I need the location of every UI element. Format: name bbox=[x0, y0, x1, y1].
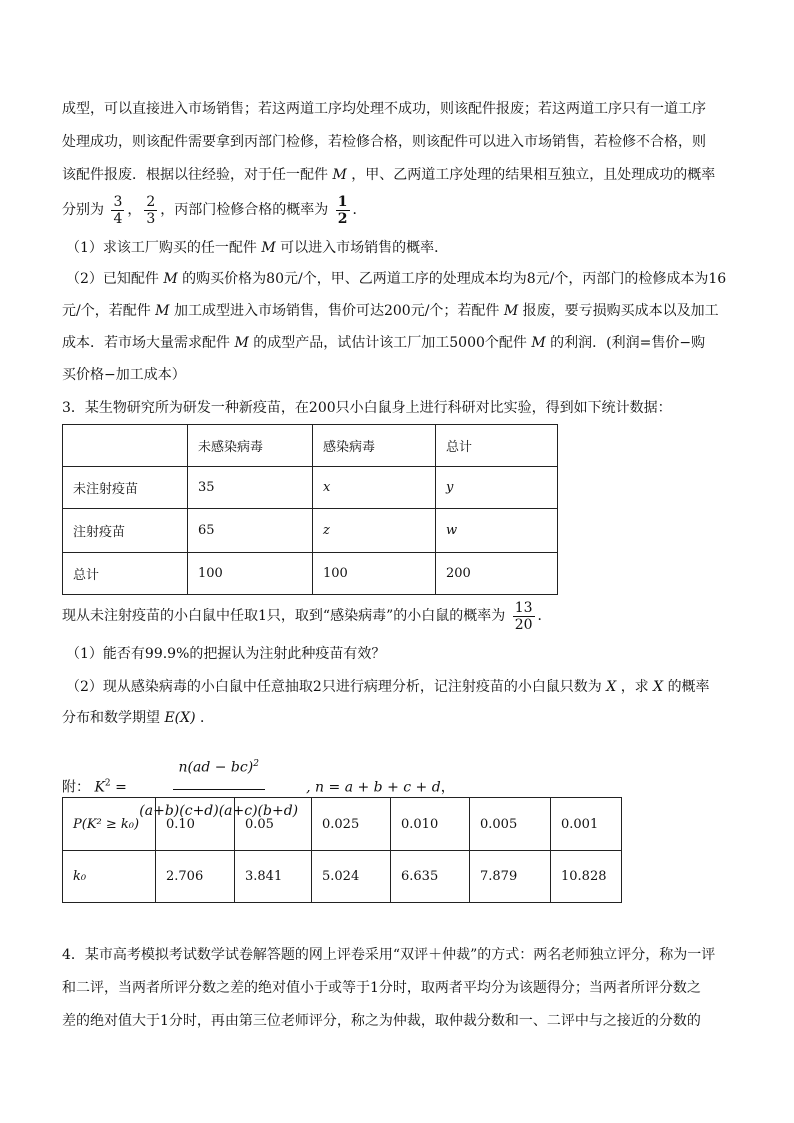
q3-text: ． bbox=[537, 608, 552, 624]
formula-k: K bbox=[94, 779, 105, 796]
denominator: 3 bbox=[146, 210, 156, 227]
table-cell: 10.828 bbox=[551, 851, 622, 903]
q2-text: 的购买价格为80元/个，甲、乙两道工序的处理成本均为8元/个，丙部门的检修成本为16 bbox=[182, 271, 727, 287]
q2-line-3 bbox=[62, 164, 734, 186]
formula-numerator: n(ad − bc)$^2$ bbox=[173, 744, 265, 790]
var-x: X bbox=[606, 679, 617, 695]
var-m: M bbox=[155, 303, 170, 319]
fraction-13-20 bbox=[513, 600, 535, 633]
q2-text: 报废，要亏损购买成本以及加工 bbox=[522, 303, 719, 319]
q3-sub2 bbox=[66, 676, 734, 698]
table-cell: 7.879 bbox=[470, 851, 551, 903]
table-row bbox=[63, 798, 622, 851]
numerator: 1 bbox=[337, 193, 348, 210]
table-cell: 100 bbox=[188, 553, 313, 595]
q2-sub1 bbox=[66, 237, 734, 259]
q3-text: ． bbox=[200, 710, 215, 726]
table-cell: 2.706 bbox=[156, 851, 235, 903]
table-cell: 0.025 bbox=[312, 798, 391, 851]
denominator: 20 bbox=[514, 616, 533, 633]
table-row bbox=[63, 509, 558, 553]
q2-line-2: 处理成功，则该配件需要拿到丙部门检修，若检修合格，则该配件可以进入市场销售，若检修不合格，则 bbox=[62, 134, 706, 150]
q2-text: 的利润．(利润=售价−购 bbox=[550, 335, 706, 351]
table-cell: 感染病毒 bbox=[313, 425, 436, 467]
numerator: n(ad − bc) bbox=[178, 759, 254, 776]
q4-line-3: 差的绝对值大于1分时，再由第三位老师评分，称之为仲裁，取仲裁分数和一、二评中与之接近的分数的 bbox=[62, 1013, 701, 1029]
table-cell: 0.001 bbox=[551, 798, 622, 851]
table-cell: 0.05 bbox=[235, 798, 312, 851]
q3-intro: 3．某生物研究所为研发一种新疫苗，在200只小白鼠身上进行科研对比实验，得到如下统计数据： bbox=[62, 400, 672, 416]
numerator: 3 bbox=[113, 193, 123, 210]
q2-text: 的成型产品，试估计该工厂加工5000个配件 bbox=[253, 335, 527, 351]
table-cell: 0.010 bbox=[391, 798, 470, 851]
expectation: E(X) bbox=[164, 710, 196, 726]
table-cell: y bbox=[436, 467, 558, 509]
fraction-3-4 bbox=[111, 194, 124, 227]
q2-text: 该配件报废．根据以往经验，对于任一配件 bbox=[62, 167, 328, 183]
q2-text: 可以进入市场销售的概率． bbox=[280, 240, 449, 256]
table-cell: 未注射疫苗 bbox=[63, 467, 188, 509]
fraction-1-2 bbox=[336, 194, 350, 227]
table-cell: w bbox=[436, 509, 558, 553]
table-cell: 总计 bbox=[63, 553, 188, 595]
table-cell: 100 bbox=[313, 553, 436, 595]
var-m: M bbox=[234, 335, 249, 351]
q3-text: 的概率 bbox=[667, 679, 710, 695]
var-m: M bbox=[531, 335, 546, 351]
formula-tail: , n = a + b + c + d bbox=[306, 779, 441, 796]
table-cell: 注射疫苗 bbox=[63, 509, 188, 553]
chi-square-formula: 附： $K^2$ = $\frac{n(ad - bc)^2}{(a+b)(c+d)(a+c)(b+d)}$ , n = a + b + c + d， bbox=[62, 744, 734, 831]
table-row bbox=[63, 851, 622, 903]
q3-sub2-line2 bbox=[62, 707, 734, 729]
q2-text: （2）已知配件 bbox=[66, 271, 159, 287]
q2-text: （1）求该工厂购买的任一配件 bbox=[66, 240, 257, 256]
q2-text: 成本．若市场大量需求配件 bbox=[62, 335, 230, 351]
table-cell: 总计 bbox=[436, 425, 558, 467]
table-cell bbox=[63, 425, 188, 467]
formula-denominator: (a+b)(c+d)(a+c)(b+d) bbox=[139, 802, 299, 819]
q2-text: ． bbox=[352, 202, 367, 218]
q4-line-1: 4．某市高考模拟考试数学试卷解答题的网上评卷采用“双评＋仲裁”的方式：两名老师独立评分，称为一评 bbox=[62, 947, 716, 963]
var-m: M bbox=[261, 240, 276, 256]
table-cell: P(K² ≥ k₀) bbox=[63, 798, 156, 851]
q3-after-table bbox=[62, 598, 734, 634]
table-cell: 200 bbox=[436, 553, 558, 595]
table-cell: 未感染病毒 bbox=[188, 425, 313, 467]
q3-sub1: （1）能否有99.9%的把握认为注射此种疫苗有效？ bbox=[66, 646, 386, 662]
table-row bbox=[63, 467, 558, 509]
table-row bbox=[63, 553, 558, 595]
q2-sub2 bbox=[66, 268, 734, 290]
table-header-row bbox=[63, 425, 558, 467]
table-cell: 3.841 bbox=[235, 851, 312, 903]
q4-line-2: 和二评，当两者所评分数之差的绝对值小于或等于1分时，取两者平均分为该题得分；当两者所评分数之 bbox=[62, 980, 701, 996]
q2-text: 加工成型进入市场销售，售价可达200元/个；若配件 bbox=[173, 303, 500, 319]
q2-text: 元/个，若配件 bbox=[62, 303, 151, 319]
q3-text: ，求 bbox=[620, 679, 649, 695]
q2-text: ，甲、乙两道工序处理的结果相互独立，且处理成功的概率 bbox=[351, 167, 716, 183]
q2-line-4 bbox=[62, 192, 734, 228]
numerator: 13 bbox=[514, 599, 533, 616]
table-cell: 5.024 bbox=[312, 851, 391, 903]
table-cell: 65 bbox=[188, 509, 313, 553]
table-cell: 0.005 bbox=[470, 798, 551, 851]
q2-text: ，丙部门检修合格的概率为 bbox=[160, 202, 329, 218]
table-cell: 35 bbox=[188, 467, 313, 509]
table-cell: z bbox=[313, 509, 436, 553]
q3-data-table bbox=[62, 424, 558, 595]
critical-value-table bbox=[62, 797, 622, 903]
separator: ， bbox=[127, 202, 142, 218]
var-m: M bbox=[163, 271, 178, 287]
q2-line-7 bbox=[62, 300, 734, 322]
q3-text: 现从未注射疫苗的小白鼠中任取1只，取到“感染病毒”的小白鼠的概率为 bbox=[62, 608, 506, 624]
fraction-2-3 bbox=[144, 194, 157, 227]
q2-line-9: 买价格−加工成本） bbox=[62, 367, 186, 383]
numerator: 2 bbox=[146, 193, 156, 210]
var-m: M bbox=[332, 167, 347, 183]
table-cell: 6.635 bbox=[391, 851, 470, 903]
q3-text: （2）现从感染病毒的小白鼠中任意抽取2只进行病理分析，记注射疫苗的小白鼠只数为 bbox=[66, 679, 602, 695]
q2-text: 分别为 bbox=[62, 202, 104, 218]
denominator: 4 bbox=[113, 210, 123, 227]
q3-text: 分布和数学期望 bbox=[62, 710, 160, 726]
var-m: M bbox=[503, 303, 519, 319]
formula-end: ， bbox=[440, 779, 455, 796]
q2-line-1: 成型，可以直接进入市场销售；若这两道工序均处理不成功，则该配件报废；若这两道工序只有一道工序 bbox=[62, 101, 706, 117]
table-cell: x bbox=[313, 467, 436, 509]
table-cell: k₀ bbox=[63, 851, 156, 903]
appendix-label: 附： bbox=[62, 779, 90, 796]
table-cell: 0.10 bbox=[156, 798, 235, 851]
denominator: 2 bbox=[337, 210, 348, 227]
var-x: X bbox=[653, 679, 664, 695]
q2-line-8 bbox=[62, 332, 734, 354]
